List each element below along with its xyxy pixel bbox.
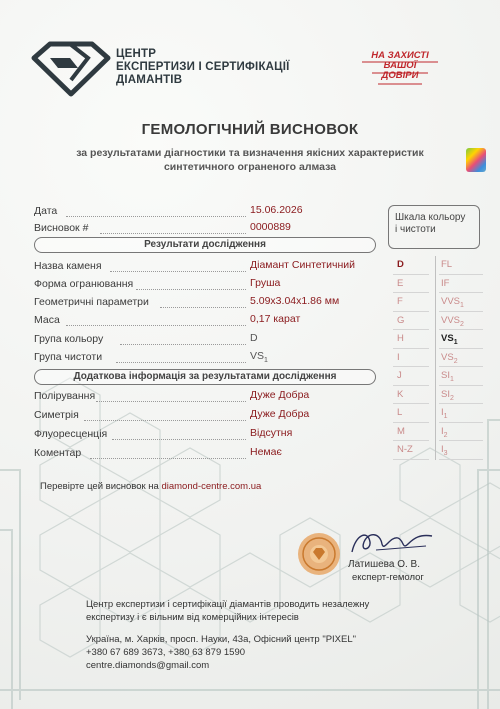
scale-clarity-grade [441, 296, 464, 309]
color-clarity-scale [393, 256, 483, 461]
scale-divider [435, 441, 436, 460]
clarity-grade-value [250, 350, 268, 364]
scale-clarity-text: VVS [441, 296, 461, 307]
scale-color-grade: N-Z [397, 444, 413, 455]
scale-clarity-text: VS [441, 333, 454, 344]
scale-clarity-subscript: 3 [443, 449, 448, 457]
scale-divider [435, 423, 436, 442]
polish-label: Полірування [34, 390, 96, 402]
date-label: Дата [34, 205, 58, 217]
note-line2: експертизу і є вільним від комерційних інтересів [86, 612, 299, 623]
slogan-badge [358, 51, 442, 85]
scale-row [393, 256, 483, 275]
dimensions-dots [160, 307, 246, 308]
fluorescence-dots [112, 439, 246, 440]
scale-title-line1: Шкала кольору [395, 212, 466, 223]
scale-divider [435, 349, 436, 368]
center-seal-icon [296, 531, 342, 577]
stone-name-value: Діамант Синтетичний [250, 259, 355, 271]
email-line[interactable]: centre.diamonds@gmail.com [86, 660, 210, 671]
scale-clarity-subscript: 1 [443, 412, 448, 420]
scale-row [393, 349, 483, 368]
scale-clarity-text: I [441, 444, 444, 455]
comment-dots [90, 458, 246, 459]
stone-name-dots [110, 271, 246, 272]
verify-text: Перевірте цей висновок на [40, 481, 159, 492]
symmetry-dots [84, 420, 246, 421]
scale-divider [435, 367, 436, 386]
verify-line [40, 481, 261, 492]
scale-clarity-grade [441, 278, 449, 289]
scale-clarity-text: VVS [441, 314, 461, 326]
symmetry-value: Дуже Добра [250, 408, 310, 420]
document-title: ГЕМОЛОГІЧНИЙ ВИСНОВОК [141, 121, 359, 138]
scale-color-grade: J [397, 370, 402, 381]
scale-divider [435, 275, 436, 294]
scale-row [393, 386, 483, 405]
clarity-grade-text: VS [250, 350, 265, 362]
center-name-line3: ДІАМАНТІВ [116, 74, 183, 86]
comment-value: Немає [250, 446, 282, 458]
scale-divider [435, 256, 436, 275]
scale-clarity-subscript: 2 [443, 431, 448, 439]
cut-shape-value: Груша [250, 277, 281, 289]
slogan-line2: ВАШОЇ [383, 60, 417, 71]
scale-divider [435, 312, 436, 331]
center-name [116, 48, 290, 87]
scale-clarity-grade [441, 444, 448, 457]
independence-note [86, 598, 426, 624]
scale-clarity-text: FL [441, 259, 453, 270]
scale-clarity-text: I [441, 425, 444, 437]
scale-clarity-subscript: 2 [453, 357, 458, 365]
scale-clarity-subscript: 2 [449, 394, 454, 402]
scale-clarity-text: I [441, 407, 444, 418]
scale-color-grade: M [397, 425, 405, 437]
scale-row [393, 404, 483, 423]
scale-row [393, 367, 483, 386]
scale-clarity-text: SI [441, 370, 450, 381]
scale-divider [435, 386, 436, 405]
report-number-value: 0000889 [250, 221, 291, 233]
polish-dots [96, 401, 246, 402]
note-line1: Центр експертизи і сертифікації діамантів проводить незалежну [86, 599, 370, 610]
subtitle-line1: за результатами діагностики та визначення якісних характеристик [76, 147, 424, 159]
scale-clarity-grade [441, 426, 448, 439]
cut-shape-label: Форма огранювання [34, 278, 134, 290]
scale-divider [435, 404, 436, 423]
scale-rule [439, 459, 483, 460]
signatory-name: Латишева О. В. [348, 559, 420, 570]
clarity-grade-subscript: 1 [264, 357, 268, 365]
weight-dots [66, 325, 246, 326]
hologram-sticker-icon [466, 148, 486, 172]
dimensions-label: Геометричні параметри [34, 296, 149, 308]
clarity-grade-dots [116, 362, 246, 363]
weight-label: Маса [34, 314, 60, 326]
fluorescence-label: Флуоресценція [34, 428, 108, 440]
signature-icon [346, 524, 436, 560]
scale-row [393, 330, 483, 349]
weight-value: 0,17 карат [250, 313, 301, 325]
scale-clarity-grade [441, 352, 458, 365]
scale-row [393, 275, 483, 294]
scale-row [393, 423, 483, 442]
polish-value: Дуже Добра [250, 389, 310, 401]
scale-clarity-text: IF [441, 277, 450, 289]
center-name-line2: ЕКСПЕРТИЗИ І СЕРТИФІКАЦІЇ [116, 61, 290, 73]
color-grade-dots [120, 344, 246, 345]
cut-shape-dots [136, 289, 246, 290]
scale-color-grade: H [397, 333, 404, 344]
report-number-dots [100, 233, 246, 234]
scale-clarity-grade [441, 333, 458, 346]
contact-info [86, 633, 356, 672]
stone-name-label: Назва каменя [34, 260, 102, 272]
scale-color-grade: F [397, 296, 403, 307]
scale-clarity-text: SI [441, 388, 450, 400]
scale-title-line2: і чистоти [395, 224, 436, 235]
report-number-label: Висновок # [34, 222, 89, 234]
diamond-logo-icon [30, 40, 112, 98]
results-section-header: Результати дослідження [34, 237, 376, 253]
scale-clarity-grade [441, 259, 452, 270]
scale-clarity-subscript: 1 [453, 338, 458, 346]
scale-clarity-subscript: 2 [460, 320, 464, 328]
phones-line: +380 67 689 3673, +380 63 879 1590 [86, 647, 246, 658]
date-value: 15.06.2026 [250, 204, 303, 216]
scale-divider [435, 293, 436, 312]
symmetry-label: Симетрія [34, 409, 79, 421]
color-grade-label: Група кольору [34, 333, 104, 345]
scale-clarity-grade [441, 407, 448, 420]
scale-color-grade: L [397, 407, 403, 418]
scale-clarity-text: VS [441, 351, 454, 363]
clarity-grade-label: Група чистоти [34, 351, 103, 363]
scale-row [393, 293, 483, 312]
dimensions-value: 5.09х3.04х1.86 мм [250, 295, 340, 307]
subtitle-line2: синтетичного ограненого алмаза [163, 161, 337, 173]
date-dots [66, 216, 246, 217]
additional-section-header: Додаткова інформація за результатами дослідження [34, 369, 376, 385]
document-subtitle [0, 146, 500, 174]
comment-label: Коментар [34, 447, 82, 459]
scale-color-grade: E [397, 277, 404, 289]
slogan-line3: ДОВІРИ [381, 70, 419, 81]
color-grade-value: D [250, 332, 258, 344]
scale-rule [393, 459, 429, 460]
scale-title-box [388, 205, 480, 249]
scale-clarity-grade [441, 389, 454, 402]
scale-color-grade: G [397, 314, 405, 326]
scale-color-grade: D [397, 259, 404, 270]
scale-row [393, 312, 483, 331]
scale-clarity-grade [441, 370, 454, 383]
scale-color-grade: K [397, 388, 404, 400]
slogan-line1: НА ЗАХИСТІ [371, 50, 429, 61]
address-line: Україна, м. Харків, просп. Науки, 43а, Офісний центр "PIXEL" [86, 634, 357, 645]
verify-link[interactable]: diamond-centre.com.ua [161, 481, 262, 492]
scale-color-grade: I [397, 351, 400, 363]
scale-divider [435, 330, 436, 349]
scale-clarity-subscript: 1 [460, 301, 464, 309]
scale-clarity-grade [441, 315, 464, 328]
center-name-line1: ЦЕНТР [116, 48, 157, 60]
scale-clarity-subscript: 1 [449, 375, 454, 383]
scale-row [393, 441, 483, 460]
slogan-underline-icon [358, 51, 442, 85]
fluorescence-value: Відсутня [250, 427, 293, 439]
signatory-title: експерт-гемолог [352, 572, 424, 583]
